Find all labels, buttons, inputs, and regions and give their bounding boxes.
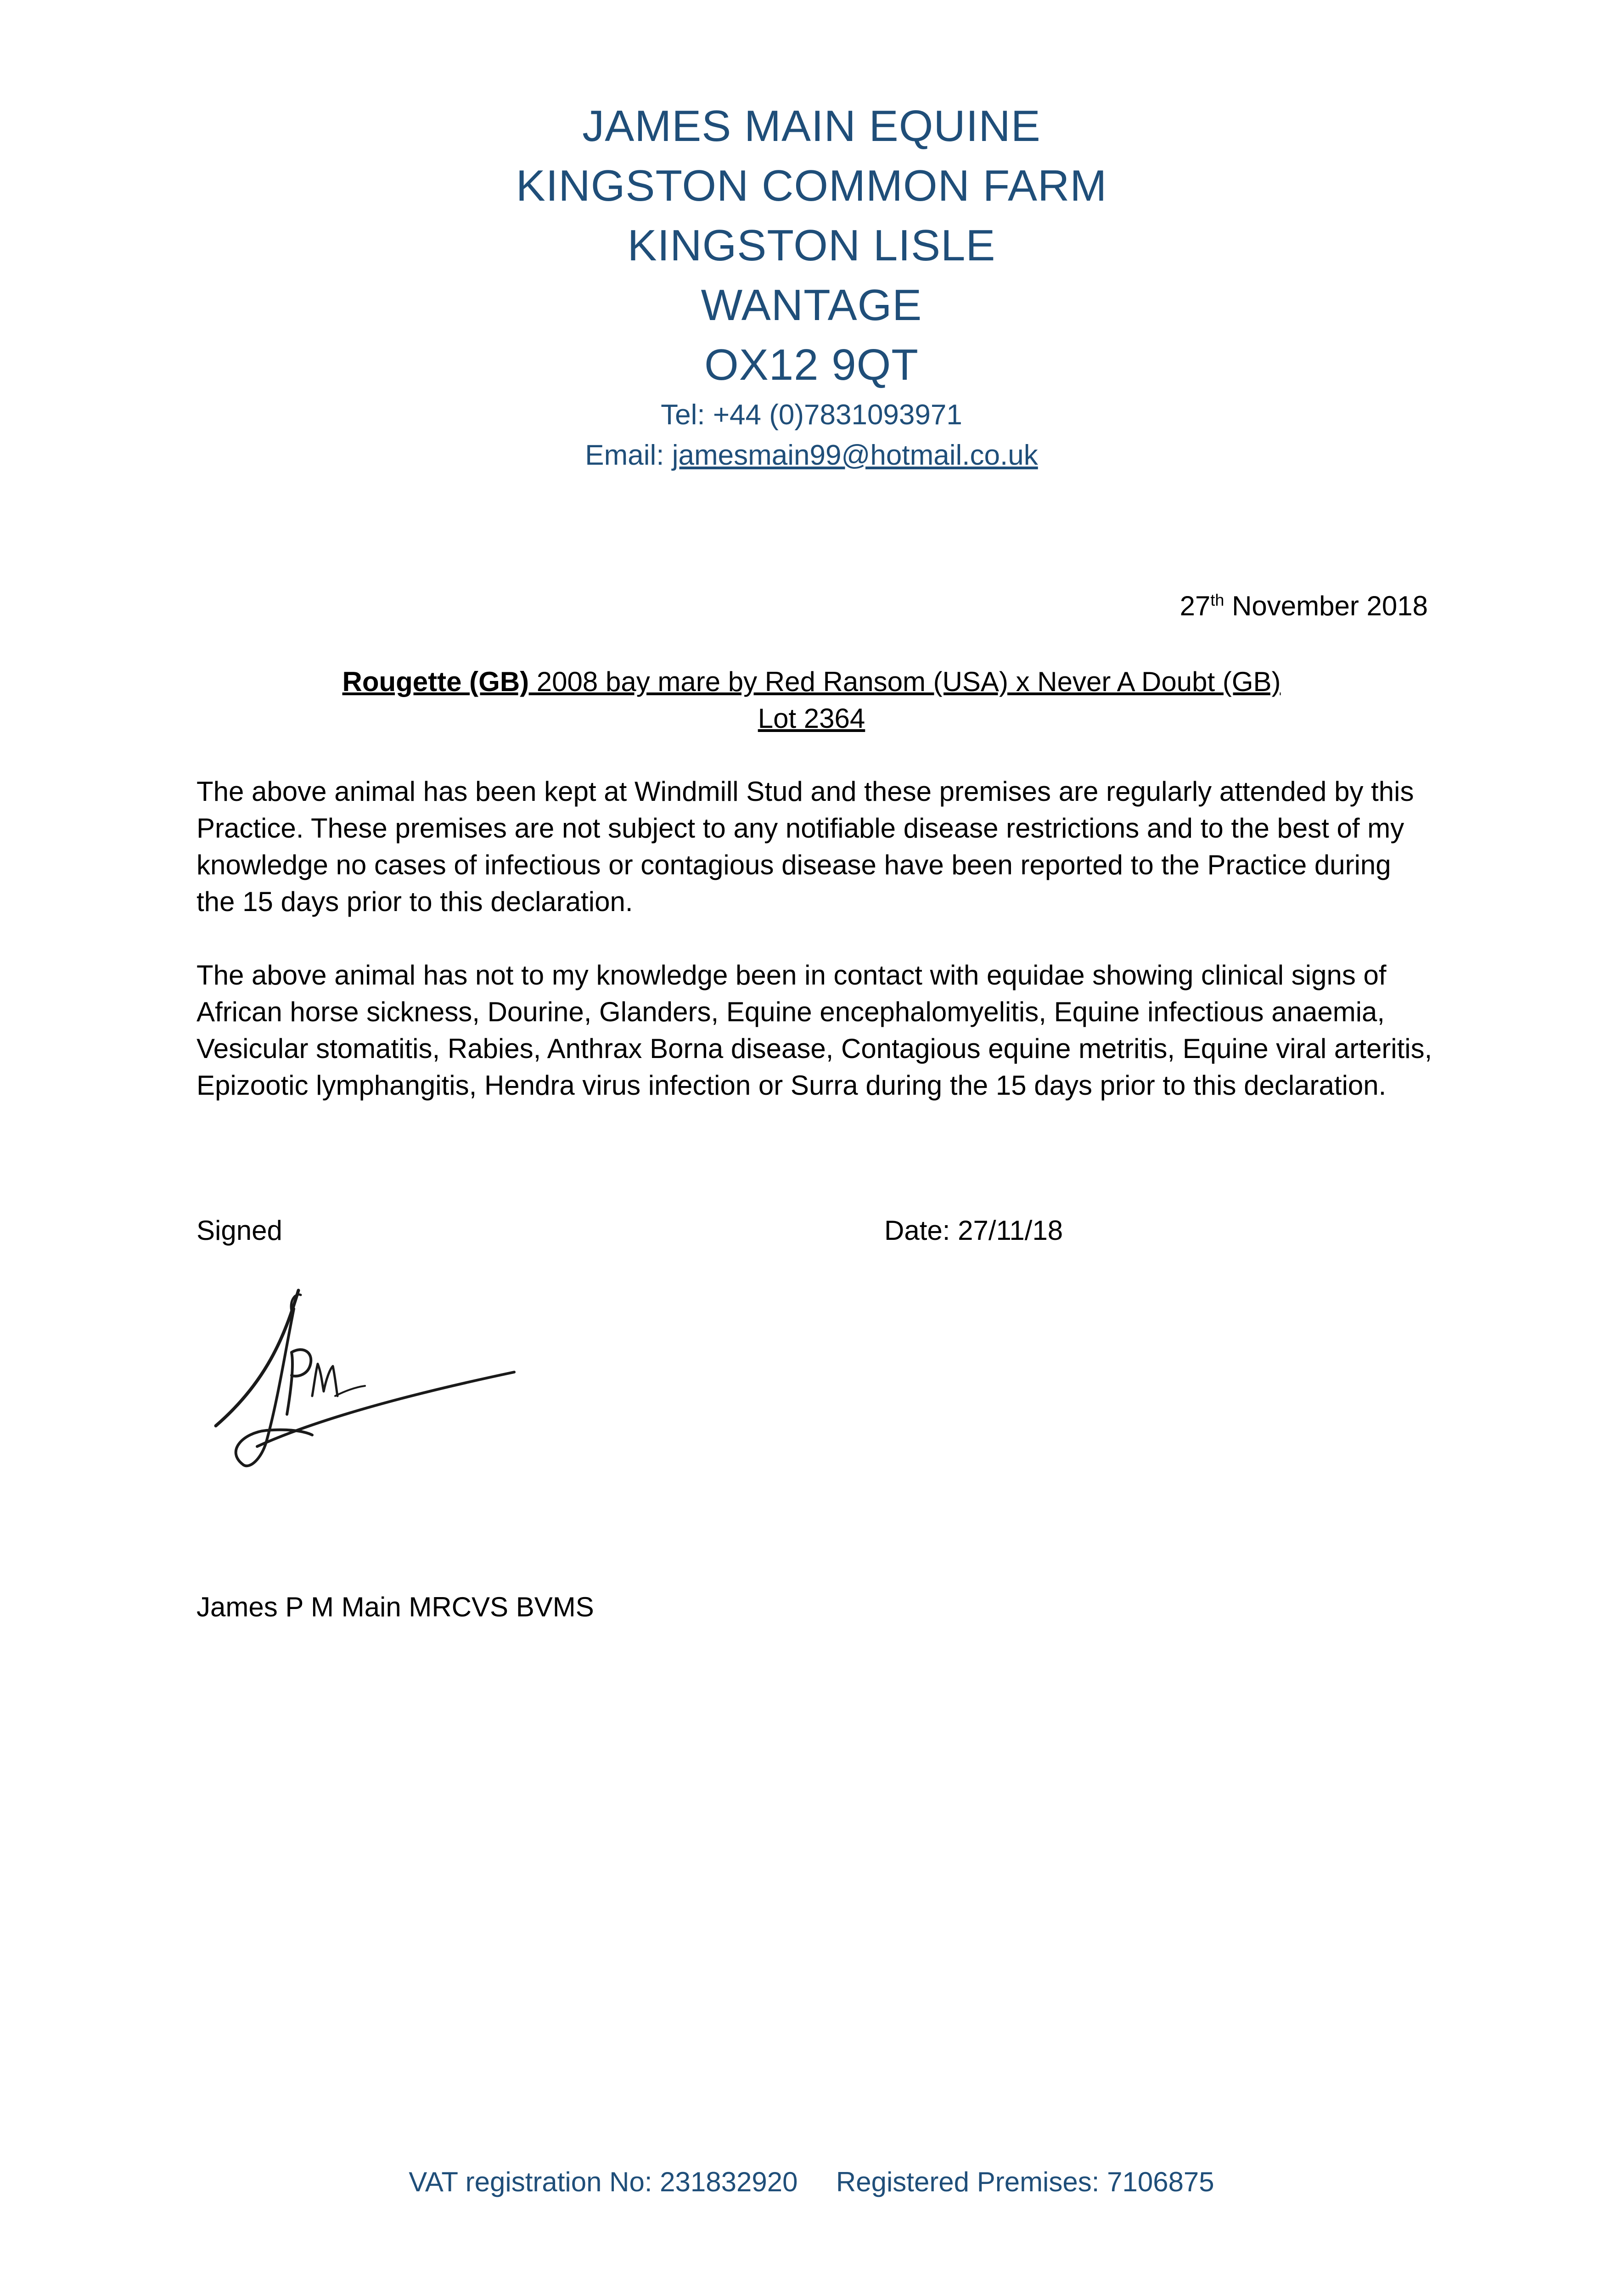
subject-line [0,664,1623,700]
practice-name: JAMES MAIN EQUINE [582,101,1041,151]
address-postcode: OX12 9QT [704,340,919,389]
letter-date-rest: November 2018 [1224,591,1428,621]
lot-number: Lot 2364 [758,703,865,734]
letter-date-day: 27 [1179,591,1211,621]
signature-date: Date: 27/11/18 [884,1215,1063,1246]
vat-number: VAT registration No: 231832920 [409,2167,798,2197]
signer-name: James P M Main MRCVS BVMS [197,1592,594,1622]
subject-heading [0,664,1623,737]
declaration-paragraph-diseases: The above animal has not to my knowledge been in contact with equidae showing clinical signs of African horse sickness, Dourine, Glanders, Equine encephalomyelitis, Equine infectious anaemia, Vesicular stomatitis, Rabies, Anthrax Borna disease, Contagious equine metritis, Equine viral arteritis, Epizootic lymphangitis, Hendra virus infection or Surra during the 15 days prior to this declaration. [197,960,1432,1101]
signed-label: Signed [197,1215,282,1246]
horse-description: 2008 bay mare by Red Ransom (USA) x Never A Doubt (GB) [529,666,1281,697]
horse-name: Rougette (GB) [342,666,529,697]
footer-registration [0,2164,1623,2200]
email-label: Email: [585,439,672,471]
handwritten-signature [197,1249,528,1525]
address-line-town: WANTAGE [701,281,922,330]
letter-date [1180,588,1428,625]
email-line [0,435,1623,476]
letter-date-suffix: th [1210,591,1224,609]
registered-premises: Registered Premises: 7106875 [836,2167,1214,2197]
declaration-paragraph-premises: The above animal has been kept at Windmill Stud and these premises are regularly attended by this Practice. These premises are not subject to any notifiable disease restrictions and to the best of my knowledge no cases of infectious or contagious disease have been reported to the Practice during the 15 days prior to this declaration. [197,776,1414,917]
letterhead [0,96,1623,476]
address-line-village: KINGSTON LISLE [627,221,996,270]
email-link[interactable]: jamesmain99@hotmail.co.uk [672,439,1038,471]
telephone: Tel: +44 (0)7831093971 [661,399,962,431]
address-line-farm: KINGSTON COMMON FARM [516,161,1107,210]
